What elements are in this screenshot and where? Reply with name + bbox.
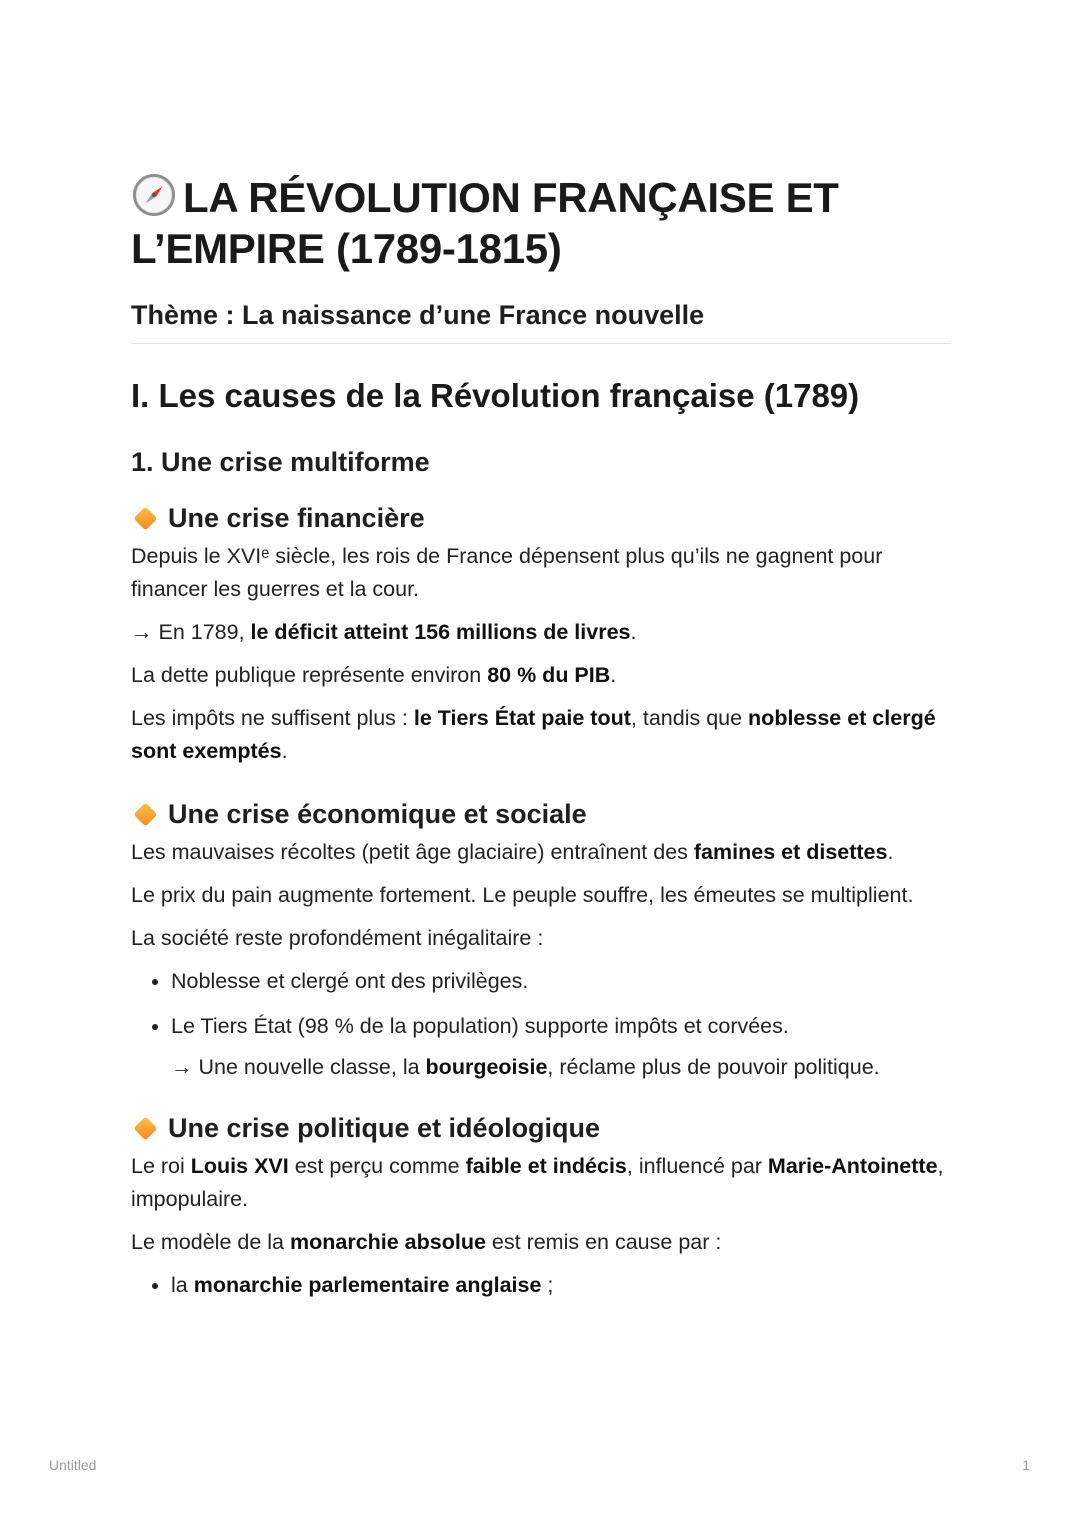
bullet-list (131, 965, 951, 1043)
paragraph: La dette publique représente environ 80 % du PIB. (131, 663, 617, 687)
paragraph: Depuis le XVIᵉ siècle, les rois de France dépensent plus qu’ils ne gagnent pour financer les guerres et la cour. (131, 544, 883, 601)
page-title (131, 172, 951, 274)
paragraph: Le prix du pain augmente fortement. Le peuple souffre, les émeutes se multiplient. (131, 883, 914, 907)
list-subnote: → Une nouvelle classe, la bourgeoisie, réclame plus de pouvoir politique. (171, 1055, 880, 1079)
subtitle: Thème : La naissance d’une France nouvelle (131, 300, 951, 344)
list-item: • Le Tiers État (98 % de la population) supporte impôts et corvées. (171, 1010, 951, 1043)
paragraph: Le roi Louis XVI est perçu comme faible et indécis, influencé par Marie-Antoinette, impopulaire. (131, 1154, 944, 1211)
compass-icon (131, 172, 177, 218)
bullet-list (131, 1269, 951, 1302)
paragraph: La société reste profondément inégalitaire : (131, 926, 544, 950)
heading-crise-politique: Une crise politique et idéologique (131, 1110, 951, 1146)
page-title-text: LA RÉVOLUTION FRANÇAISE ET L’EMPIRE (1789-1815) (131, 174, 839, 272)
paragraph: Le modèle de la monarchie absolue est remis en cause par : (131, 1230, 722, 1254)
paragraph: Les impôts ne suffisent plus : le Tiers État paie tout, tandis que noblesse et clergé sont exemptés. (131, 706, 936, 763)
footer-document-name: Untitled (49, 1457, 97, 1473)
document-page (131, 172, 951, 1314)
heading-crise-financiere: Une crise financière (131, 500, 951, 536)
paragraph: → En 1789, le déficit atteint 156 millions de livres. (131, 620, 637, 644)
paragraph: Les mauvaises récoltes (petit âge glaciaire) entraînent des famines et disettes. (131, 840, 894, 864)
orange-diamond-icon (133, 802, 157, 826)
orange-diamond-icon (133, 506, 157, 530)
orange-diamond-icon (133, 1116, 157, 1140)
subsection-heading: 1. Une crise multiforme (131, 447, 430, 477)
list-item: • la monarchie parlementaire anglaise ; (171, 1269, 951, 1302)
list-item: • Noblesse et clergé ont des privilèges. (171, 965, 951, 998)
section-heading: I. Les causes de la Révolution française (1789) (131, 377, 860, 414)
footer-page-number: 1 (1022, 1457, 1030, 1473)
heading-crise-economique: Une crise économique et sociale (131, 796, 951, 832)
